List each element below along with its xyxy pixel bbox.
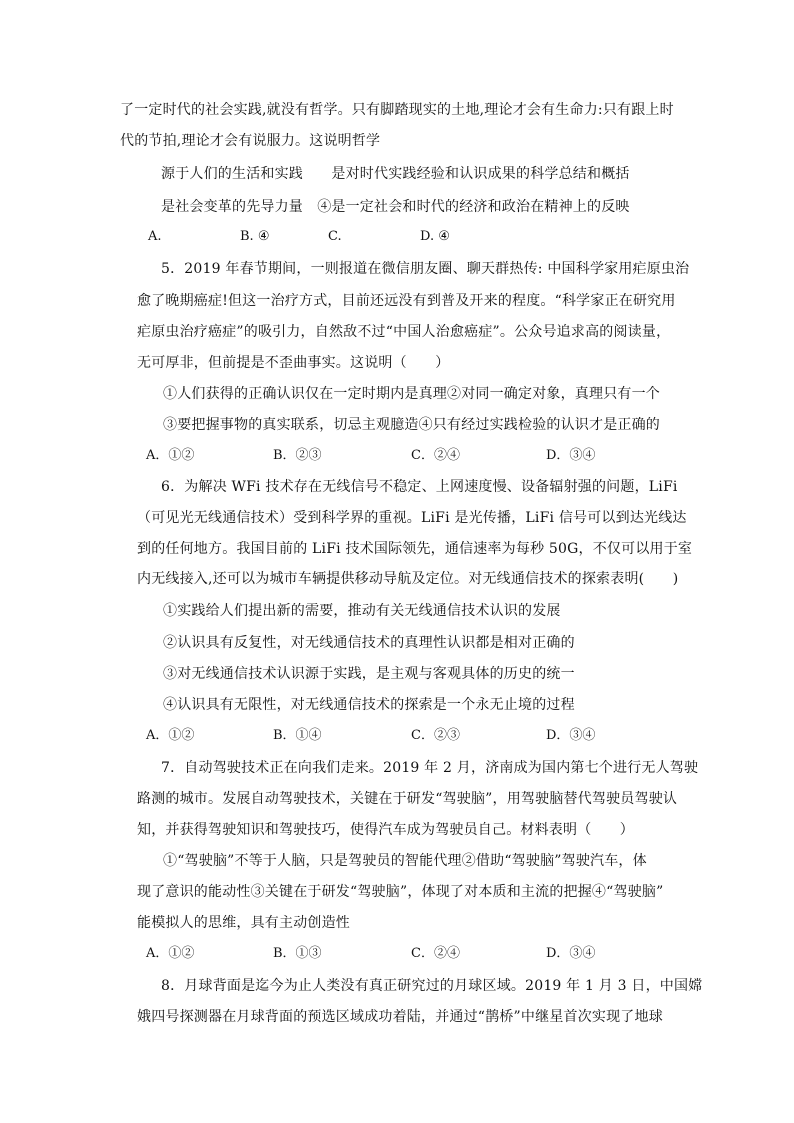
option-c: C．②④ — [411, 946, 460, 961]
q7-line-2: 路测的城市。发展自动驾驶技术，关键在于研发“驾驶脑”，用驾驶脑替代驾驶员驾驶认 — [137, 791, 678, 807]
intro-choice-2: 是社会变革的先导力量 ④是一定社会和时代的经济和政治在精神上的反映 — [161, 199, 630, 215]
q8-line-1: 8．月球背面是迄今为止人类没有真正研究过的月球区域。2019 年 1 月 3 日，中国嫦 — [161, 978, 703, 994]
q5-statement-1: ①人们获得的正确认识仅在一定时期内是真理②对同一确定对象，真理只有一个 — [163, 386, 660, 402]
option-c: C．②④ — [411, 448, 460, 463]
option-d: D．③④ — [546, 946, 596, 961]
option-d: D．③④ — [546, 728, 596, 743]
option-a: A. — [148, 229, 162, 244]
q6-statement-1: ①实践给人们提出新的需要，推动有关无线通信技术认识的发展 — [163, 603, 561, 619]
q7-line-3: 知，并获得驾驶知识和驾驶技巧，使得汽车成为驾驶员自己。材料表明（ ） — [137, 822, 634, 838]
q6-statement-3: ③对无线通信技术认识源于实践，是主观与客观具体的历史的统一 — [163, 666, 575, 682]
option-a: A．①② — [146, 448, 195, 463]
q7-statement-3: 能模拟人的思维，具有主动创造性 — [137, 915, 350, 931]
q6-line-2: （可见光无线通信技术）受到科学界的重视。LiFi 是光传播，LiFi 信号可以到达光线达 — [137, 510, 687, 526]
intro-line-1: 了一定时代的社会实践,就没有哲学。只有脚踏现实的土地,理论才会有生命力:只有跟上时 — [120, 102, 674, 118]
q6-line-1: 6．为解决 WFi 技术存在无线信号不稳定、上网速度慢、设备辐射强的问题，LiFi — [161, 479, 678, 495]
option-b: B．①③ — [273, 946, 322, 961]
intro-choice-1: 源于人们的生活和实践 是对时代实践经验和认识成果的科学总结和概括 — [161, 166, 630, 182]
option-b: B．②③ — [273, 448, 322, 463]
intro-line-2: 代的节拍,理论才会有说服力。这说明哲学 — [120, 133, 381, 149]
q6-statement-2: ②认识具有反复性，对无线通信技术的真理性认识都是相对正确的 — [163, 635, 575, 651]
option-c: C．②③ — [411, 728, 460, 743]
q6-line-4: 内无线接入,还可以为城市车辆提供移动导航及定位。对无线通信技术的探索表明( ) — [137, 571, 679, 587]
option-c: C. — [328, 229, 342, 244]
option-d: D．③④ — [546, 448, 596, 463]
q6-statement-4: ④认识具有无限性，对无线通信技术的探索是一个永无止境的过程 — [163, 697, 575, 713]
q8-line-2: 娥四号探测器在月球背面的预选区域成功着陆，并通过“鹊桥”中继星首次实现了地球 — [137, 1009, 663, 1025]
q7-line-1: 7．自动驾驶技术正在向我们走来。2019 年 2 月，济南成为国内第七个进行无人驾驶 — [161, 760, 699, 776]
option-a: A．①② — [146, 728, 195, 743]
q6-line-3: 到的任何地方。我国目前的 LiFi 技术国际领先，通信速率为每秒 50G，不仅可以用于室 — [137, 541, 693, 557]
q5-line-3: 疟原虫治疗癌症”的吸引力，自然敌不过“中国人治愈癌症”。公众号追求高的阅读量， — [137, 324, 671, 340]
q5-line-1: 5．2019 年春节期间，一则报道在微信朋友圈、聊天群热传: 中国科学家用疟原虫治 — [161, 261, 690, 277]
q7-statement-2: 现了意识的能动性③关键在于研发“驾驶脑”，体现了对本质和主流的把握④“驾驶脑” — [137, 884, 664, 900]
option-a: A．①② — [146, 946, 195, 961]
option-b: B. ④ — [240, 229, 270, 244]
q5-line-2: 愈了晚期癌症!但这一治疗方式，目前还远没有到普及开来的程度。“科学家正在研究用 — [137, 293, 676, 309]
q5-line-4: 无可厚非，但前提是不歪曲事实。这说明（ ） — [137, 355, 450, 371]
q5-statement-2: ③要把握事物的真实联系，切忌主观臆造④只有经过实践检验的认识才是正确的 — [163, 417, 660, 433]
q7-statement-1: ①“驾驶脑”不等于人脑，只是驾驶员的智能代理②借助“驾驶脑”驾驶汽车，体 — [163, 853, 647, 869]
option-d: D. ④ — [420, 229, 450, 244]
option-b: B．①④ — [273, 728, 322, 743]
